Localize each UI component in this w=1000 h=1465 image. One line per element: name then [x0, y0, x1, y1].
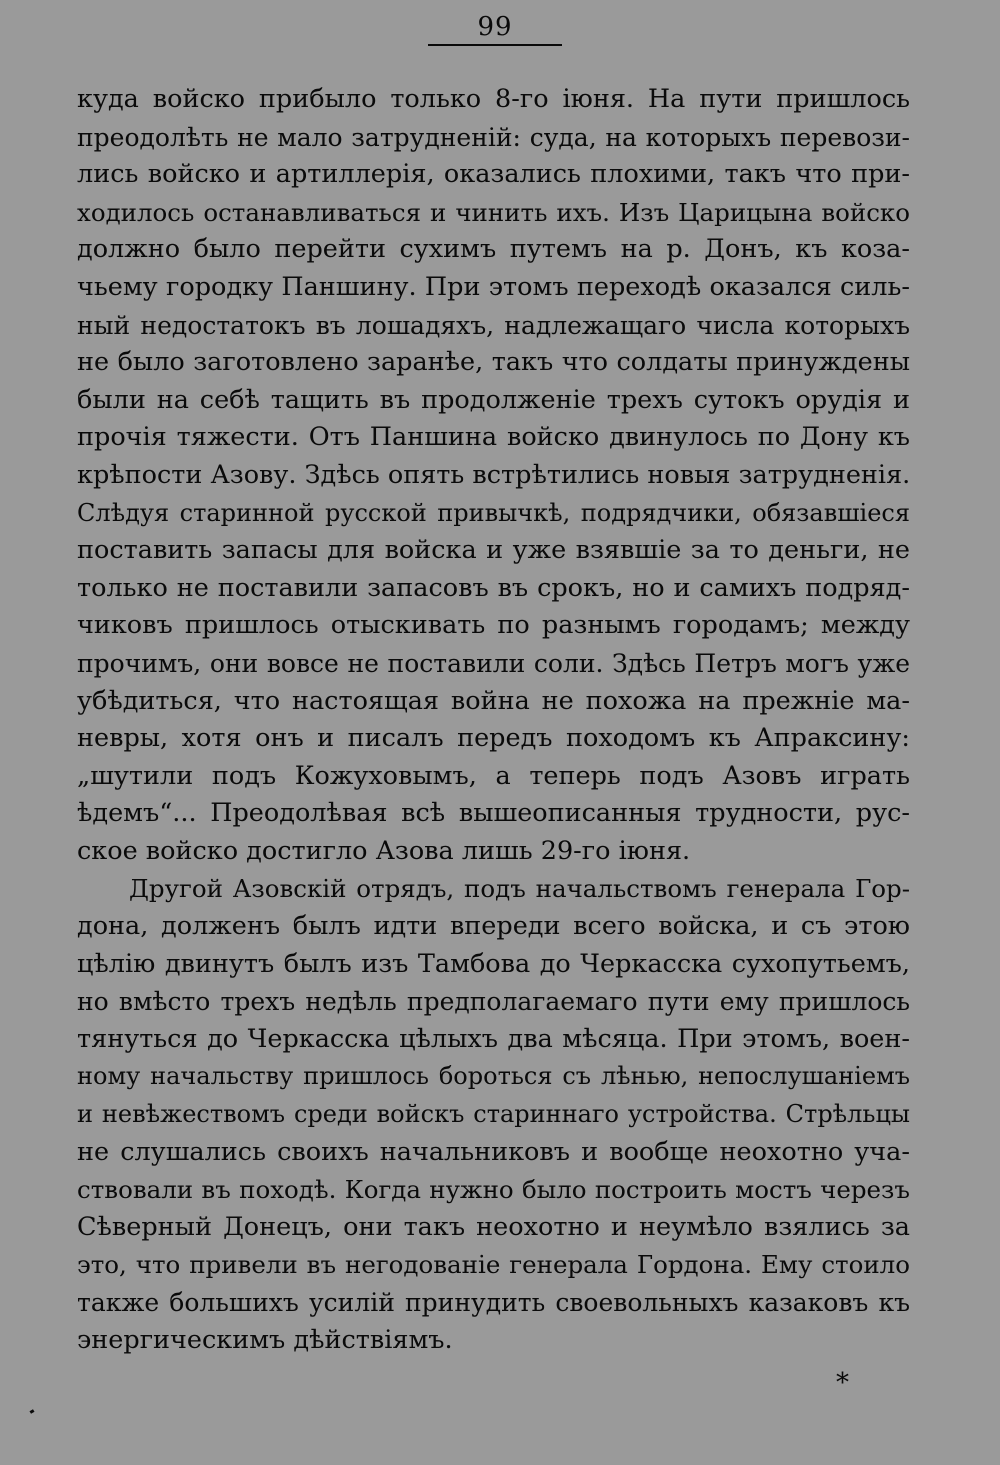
page-number: 99: [477, 12, 513, 42]
text-line: Сѣверный Донецъ, они такъ неохотно и неумѣло взялись за: [77, 1211, 910, 1242]
text-line: прочія тяжести. Отъ Паншина войско двинулось по Дону къ: [77, 422, 910, 453]
text-line: чиковъ пришлось отыскивать по разнымъ городамъ; между: [77, 610, 910, 641]
text-line: чьему городку Паншину. При этомъ переходѣ оказался силь-: [77, 271, 910, 302]
text-line: не было заготовлено заранѣе, такъ что солдаты принуждены: [77, 347, 910, 378]
text-line: Другой Азовскій отрядъ, подъ начальствомъ генерала Гор-: [129, 874, 910, 904]
asterisk-mark: *: [836, 1368, 849, 1398]
text-line: ному начальству пришлось бороться съ лѣнью, непослушаніемъ: [77, 1062, 910, 1091]
text-line: ный недостатокъ въ лошадяхъ, надлежащаго числа которыхъ: [77, 310, 910, 340]
paragraph-1: [77, 81, 910, 870]
text-line: Слѣдуя старинной русской привычкѣ, подрядчики, обязавшіеся: [77, 498, 910, 527]
text-line: куда войско прибыло только 8-го іюня. На пути пришлось: [77, 84, 910, 114]
text-line: также большихъ усилій принудить своевольныхъ казаковъ къ: [77, 1288, 910, 1317]
text-line: ское войско достигло Азова лишь 29-го іюня.: [77, 835, 691, 866]
body-text: [77, 81, 910, 1359]
text-line: должно было перейти сухимъ путемъ на р. Донъ, къ коза-: [77, 234, 910, 265]
text-line: лись войско и артиллерія, оказались плохими, такъ что при-: [77, 159, 910, 190]
text-line: прочимъ, они вовсе не поставили соли. Здѣсь Петръ могъ уже: [77, 648, 910, 678]
text-line: дона, долженъ былъ идти впереди всего войска, и съ этою: [77, 911, 910, 942]
text-line: ствовали въ походѣ. Когда нужно было построить мостъ черезъ: [77, 1175, 910, 1205]
text-line: тянуться до Черкасска цѣлыхъ два мѣсяца. При этомъ, воен-: [77, 1023, 910, 1054]
text-line: убѣдиться, что настоящая война не похожа на прежніе ма-: [77, 685, 910, 716]
text-line: „шутили подъ Кожуховымъ, а теперь подъ Азовъ играть: [77, 760, 910, 791]
page-number-rule: [428, 44, 562, 46]
text-line: это, что привели въ негодованіе генерала Гордона. Ему стоило: [77, 1250, 910, 1280]
scan-speck: [30, 1409, 35, 1414]
text-line: ходилось останавливаться и чинить ихъ. Изъ Царицына войско: [77, 197, 910, 227]
text-line: энергическимъ дѣйствіямъ.: [77, 1324, 453, 1355]
text-line: не слушались своихъ начальниковъ и вообще неохотно уча-: [77, 1136, 910, 1167]
text-line: крѣпости Азову. Здѣсь опять встрѣтились новыя затрудненія.: [77, 459, 911, 490]
text-line: поставить запасы для войска и уже взявшіе за то деньги, не: [77, 535, 910, 566]
text-line: преодолѣть не мало затрудненій: суда, на которыхъ перевози-: [77, 122, 910, 152]
text-line: только не поставили запасовъ въ срокъ, но и самихъ подряд-: [77, 572, 910, 603]
text-line: ѣдемъ“... Преодолѣвая всѣ вышеописанныя трудности, рус-: [77, 798, 910, 829]
text-line: но вмѣсто трехъ недѣль предполагаемаго пути ему пришлось: [77, 987, 910, 1017]
text-line: невры, хотя онъ и писалъ передъ походомъ къ Апраксину:: [77, 723, 910, 754]
text-line: и невѣжествомъ среди войскъ стариннаго устройства. Стрѣльцы: [77, 1100, 910, 1129]
text-line: цѣлію двинутъ былъ изъ Тамбова до Черкасска сухопутьемъ,: [77, 948, 910, 979]
text-line: были на себѣ тащить въ продолженіе трехъ сутокъ орудія и: [77, 384, 910, 415]
paragraph-2: [77, 870, 910, 1359]
